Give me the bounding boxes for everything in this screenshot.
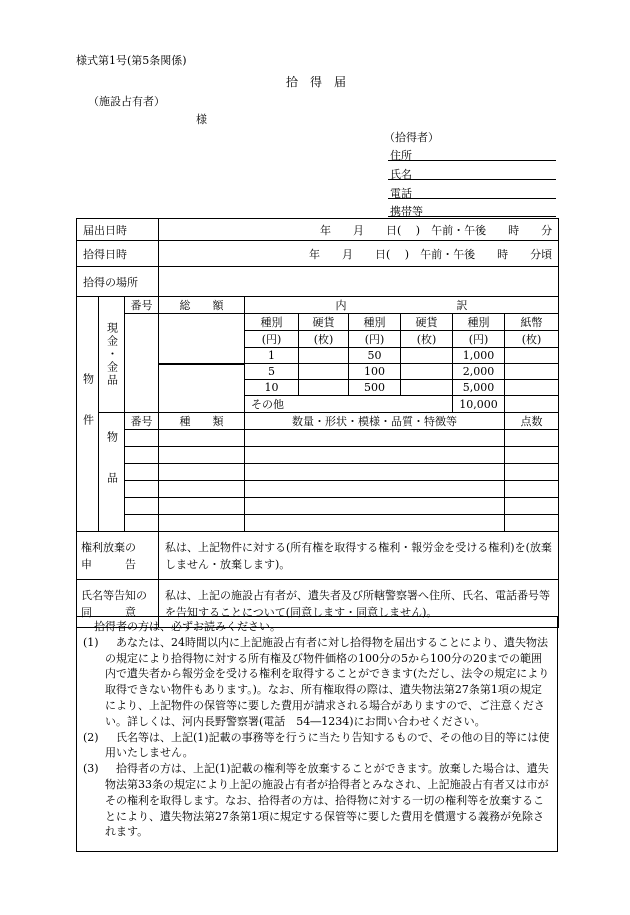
count-unit: (枚)	[299, 331, 349, 348]
coin-count-header: 硬貨	[299, 314, 349, 331]
report-form-table	[76, 218, 559, 628]
cash-no-header: 番号	[125, 297, 159, 314]
goods-desc-field[interactable]	[245, 498, 505, 515]
goods-no-field[interactable]	[125, 447, 159, 464]
goods-count-field[interactable]	[505, 498, 559, 515]
waiver-text[interactable]: 私は、上記物件に対する(所有権を取得する権利・報労金を受ける権利)を(放棄しません・放棄します)。	[159, 532, 559, 580]
goods-type-field[interactable]	[159, 481, 245, 498]
cash-label: 現金・金品	[99, 297, 125, 413]
report-datetime-row	[77, 219, 559, 241]
goods-desc-field[interactable]	[245, 481, 505, 498]
goods-count-field[interactable]	[505, 430, 559, 447]
goods-label: 物品	[99, 413, 125, 532]
goods-no-field[interactable]	[125, 515, 159, 532]
note-count-field[interactable]	[505, 380, 559, 396]
goods-no-field[interactable]	[125, 430, 159, 447]
consent-text[interactable]: 私は、上記の施設占有者が、遺失者及び所轄警察署へ住所、氏名、電話番号等を告知することについて(同意します・同意しません)。	[159, 580, 559, 628]
cash-no-field[interactable]	[125, 314, 159, 413]
note-count-field[interactable]	[505, 364, 559, 380]
goods-desc-field[interactable]	[245, 430, 505, 447]
consent-label: 氏名等告知の 同 意	[77, 580, 159, 628]
goods-desc-field[interactable]	[245, 447, 505, 464]
goods-no-field[interactable]	[125, 464, 159, 481]
count-unit: (枚)	[401, 331, 453, 348]
phone-line[interactable]	[388, 198, 556, 199]
note-kind-value: 5,000	[453, 380, 505, 396]
found-place-label: 拾得の場所	[77, 267, 159, 297]
note-kind-value: 10,000	[453, 396, 505, 413]
coin-kind-header: 種別	[245, 314, 299, 331]
goods-type-field[interactable]	[159, 498, 245, 515]
waiver-label: 権利放棄の 申 告	[77, 532, 159, 580]
goods-count-field[interactable]	[505, 464, 559, 481]
goods-row	[77, 515, 559, 532]
coin-count2-header: 硬貨	[401, 314, 453, 331]
note-kind-value: 2,000	[453, 364, 505, 380]
note-item-3: (3) 拾得者の方は、上記(1)記載の権利等を放棄することができます。放棄した場合は、遺失物法第33条の規定により上記の施設占有者が拾得者とみなされ、上記施設占有者又は市がその権利を取得します。なお、拾得者の方は、拾得物に対する一切の権利等を放棄することにより、遺失物法第27条第1項に規定する保管等に要した費用を償還する義務が免除されます。	[83, 762, 549, 839]
report-datetime-field[interactable]: 年 月 日( ) 午前・午後 時 分	[159, 219, 559, 241]
coin-kind-value: 50	[349, 348, 401, 364]
coin-count-field[interactable]	[401, 348, 453, 364]
facility-owner-label: （施設占有者）	[88, 95, 165, 108]
goods-desc-field[interactable]	[245, 464, 505, 481]
count-unit: (枚)	[505, 331, 559, 348]
found-datetime-field[interactable]: 年 月 日( ) 午前・午後 時 分頃	[159, 241, 559, 267]
page-title: 拾 得 届	[286, 75, 347, 89]
address-label: 住所	[390, 149, 412, 162]
coin-kind-value: 10	[245, 380, 299, 396]
goods-row	[77, 498, 559, 515]
goods-desc-field[interactable]	[245, 515, 505, 532]
goods-count-header: 点数	[505, 413, 559, 430]
yen-unit: (円)	[453, 331, 505, 348]
coin-kind2-header: 種別	[349, 314, 401, 331]
coin-count-field[interactable]	[299, 380, 349, 396]
note-item-2: (2) 氏名等は、上記(1)記載の事務等を行うに当たり告知するもので、その他の目的等には使用いたしません。	[83, 730, 550, 760]
notes-box	[76, 616, 558, 852]
waiver-row	[77, 532, 559, 580]
note-kind-value: 1,000	[453, 348, 505, 364]
goods-type-header: 種 類	[159, 413, 245, 430]
coin-kind-value: 5	[245, 364, 299, 380]
address-line[interactable]	[388, 160, 556, 161]
note-count-field[interactable]	[505, 396, 559, 413]
goods-row	[77, 447, 559, 464]
goods-no-field[interactable]	[125, 498, 159, 515]
goods-desc-header: 数量・形状・模様・品質・特徴等	[245, 413, 505, 430]
goods-count-field[interactable]	[505, 515, 559, 532]
cash-total-header: 総 額	[159, 297, 245, 314]
notes-intro: 拾得者の方は、必ずお読みください。	[94, 620, 281, 633]
goods-row	[77, 430, 559, 447]
coin-count-field[interactable]	[401, 364, 453, 380]
coin-count-field[interactable]	[401, 380, 453, 396]
coin-count-field[interactable]	[299, 348, 349, 364]
mobile-label: 携帯等	[390, 205, 423, 218]
yen-unit: (円)	[245, 331, 299, 348]
breakdown-header: 内 訳	[245, 297, 559, 314]
goods-no-header: 番号	[125, 413, 159, 430]
found-datetime-row	[77, 241, 559, 267]
report-datetime-label: 届出日時	[77, 219, 159, 241]
coin-kind-value: 100	[349, 364, 401, 380]
goods-count-field[interactable]	[505, 481, 559, 498]
found-place-row	[77, 267, 559, 297]
note-item-1: (1) あなたは、24時間以内に上記施設占有者に対し拾得物を届出することにより、遺失物法の規定により拾得物に対する所有権及び物件価格の100分の5から100分の20までの範囲内で遺失者から報労金を受ける権利を取得することができます(ただし、法令の規定により取得できない物件もあります。)。なお、所有権取得の際は、遺失物法第27条第1項の規定により、上記物件の保管等に要した費用が請求される場合がありますので、ご注意ください。詳しくは、河内長野警察署(電話 54―1234)にお問い合わせください。	[83, 635, 550, 728]
finder-label: （拾得者）	[384, 131, 439, 144]
form-number: 様式第1号(第5条関係)	[76, 54, 187, 67]
found-datetime-label: 拾得日時	[77, 241, 159, 267]
phone-label: 電話	[390, 187, 412, 200]
name-label: 氏名	[390, 168, 412, 181]
goods-type-field[interactable]	[159, 430, 245, 447]
note-count-field[interactable]	[505, 348, 559, 364]
coin-count-field[interactable]	[299, 364, 349, 380]
goods-count-field[interactable]	[505, 447, 559, 464]
goods-row	[77, 481, 559, 498]
sama-label: 様	[196, 113, 207, 126]
found-place-field[interactable]	[159, 267, 559, 297]
goods-no-field[interactable]	[125, 481, 159, 498]
name-line[interactable]	[388, 179, 556, 180]
cash-total-field-2[interactable]	[159, 364, 245, 413]
note-kind-header: 種別	[453, 314, 505, 331]
goods-type-field[interactable]	[159, 447, 245, 464]
goods-type-field[interactable]	[159, 464, 245, 481]
cash-total-field[interactable]	[159, 314, 245, 364]
other-label: その他	[245, 396, 453, 413]
goods-type-field[interactable]	[159, 515, 245, 532]
yen-unit: (円)	[349, 331, 401, 348]
coin-kind-value: 500	[349, 380, 401, 396]
goods-row	[77, 464, 559, 481]
coin-kind-value: 1	[245, 348, 299, 364]
note-count-header: 紙幣	[505, 314, 559, 331]
mobile-line[interactable]	[388, 216, 556, 217]
item-label: 物件	[77, 297, 99, 532]
